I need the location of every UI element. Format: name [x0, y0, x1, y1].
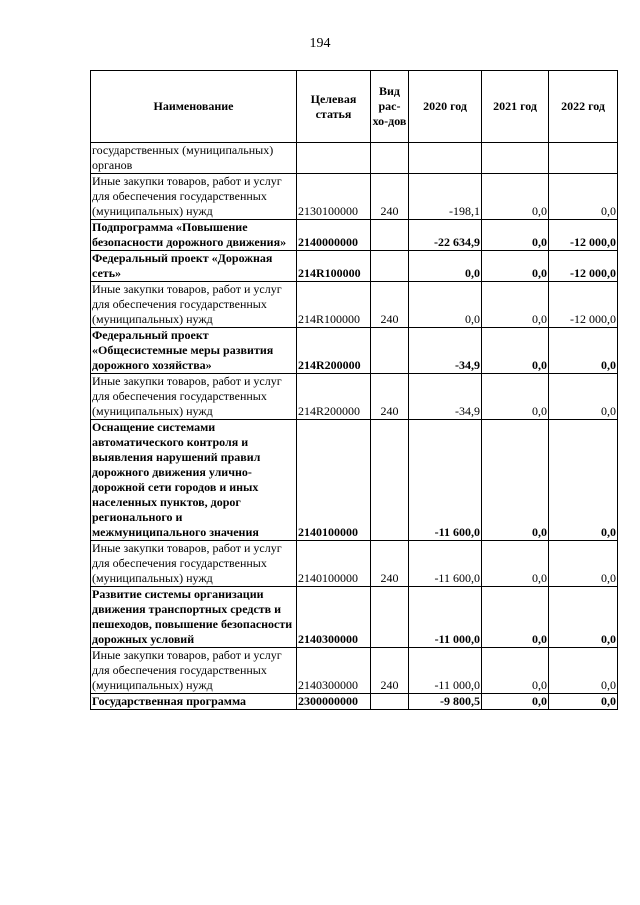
row-type: [371, 328, 409, 374]
table-row: [91, 587, 618, 648]
table-row: [91, 174, 618, 220]
row-2020: -22 634,9: [409, 220, 482, 251]
row-type: [371, 587, 409, 648]
row-code: 2140000000: [297, 220, 371, 251]
row-code: 2140300000: [297, 587, 371, 648]
row-code: 214R100000: [297, 251, 371, 282]
row-2021: 0,0: [482, 648, 549, 694]
row-2022: [549, 143, 618, 174]
header-2021: 2021 год: [482, 71, 549, 143]
row-code: 2300000000: [297, 694, 371, 710]
row-2020: -34,9: [409, 328, 482, 374]
row-type: [371, 694, 409, 710]
row-2021: [482, 143, 549, 174]
row-2020: 0,0: [409, 251, 482, 282]
row-2020: 0,0: [409, 282, 482, 328]
row-2022: -12 000,0: [549, 220, 618, 251]
row-name: Иные закупки товаров, работ и услуг для обеспечения государственных (муниципальных) нужд: [91, 174, 297, 220]
row-2021: 0,0: [482, 541, 549, 587]
row-2020: -11 600,0: [409, 541, 482, 587]
row-code: 2140100000: [297, 420, 371, 541]
table-row: [91, 143, 618, 174]
row-type: 240: [371, 282, 409, 328]
row-name: Иные закупки товаров, работ и услуг для обеспечения государственных (муниципальных) нужд: [91, 374, 297, 420]
table-row: [91, 282, 618, 328]
row-code: 214R200000: [297, 328, 371, 374]
row-type: [371, 420, 409, 541]
row-2020: -9 800,5: [409, 694, 482, 710]
row-type: [371, 220, 409, 251]
row-2021: 0,0: [482, 420, 549, 541]
header-name: Наименование: [91, 71, 297, 143]
row-2021: 0,0: [482, 220, 549, 251]
row-name: Иные закупки товаров, работ и услуг для обеспечения государственных (муниципальных) нужд: [91, 541, 297, 587]
row-2022: 0,0: [549, 541, 618, 587]
row-2022: 0,0: [549, 587, 618, 648]
row-name: Иные закупки товаров, работ и услуг для обеспечения государственных (муниципальных) нужд: [91, 648, 297, 694]
row-2022: 0,0: [549, 420, 618, 541]
header-type: Вид рас-хо-дов: [371, 71, 409, 143]
row-2020: -198,1: [409, 174, 482, 220]
row-2022: 0,0: [549, 648, 618, 694]
row-2021: 0,0: [482, 282, 549, 328]
row-code: 214R100000: [297, 282, 371, 328]
row-code: 214R200000: [297, 374, 371, 420]
row-2021: 0,0: [482, 374, 549, 420]
row-type: [371, 251, 409, 282]
row-2022: -12 000,0: [549, 282, 618, 328]
table-header-row: [91, 71, 618, 143]
row-2020: -34,9: [409, 374, 482, 420]
table-body: [91, 143, 618, 710]
table-row: [91, 374, 618, 420]
row-name: государственных (муниципальных) органов: [91, 143, 297, 174]
row-code: 2140100000: [297, 541, 371, 587]
row-2021: 0,0: [482, 328, 549, 374]
table-row: [91, 251, 618, 282]
row-2021: 0,0: [482, 174, 549, 220]
row-type: 240: [371, 174, 409, 220]
row-code: 2130100000: [297, 174, 371, 220]
row-2020: -11 000,0: [409, 587, 482, 648]
row-2022: 0,0: [549, 174, 618, 220]
row-2020: [409, 143, 482, 174]
row-code: 2140300000: [297, 648, 371, 694]
row-2022: 0,0: [549, 374, 618, 420]
header-code: Целевая статья: [297, 71, 371, 143]
row-name: Развитие системы организации движения транспортных средств и пешеходов, повышение безопасности дорожных условий: [91, 587, 297, 648]
row-type: 240: [371, 374, 409, 420]
row-2021: 0,0: [482, 251, 549, 282]
row-2022: 0,0: [549, 328, 618, 374]
row-2021: 0,0: [482, 587, 549, 648]
table-row: [91, 541, 618, 587]
row-2020: -11 600,0: [409, 420, 482, 541]
row-type: 240: [371, 541, 409, 587]
table-row: [91, 648, 618, 694]
header-2020: 2020 год: [409, 71, 482, 143]
row-code: [297, 143, 371, 174]
table-row: [91, 420, 618, 541]
table-row: [91, 220, 618, 251]
row-name: Государственная программа: [91, 694, 297, 710]
row-2022: -12 000,0: [549, 251, 618, 282]
table-row: [91, 328, 618, 374]
row-name: Федеральный проект «Общесистемные меры развития дорожного хозяйства»: [91, 328, 297, 374]
row-2022: 0,0: [549, 694, 618, 710]
page-number: 194: [309, 36, 331, 51]
table-row: [91, 694, 618, 710]
row-name: Иные закупки товаров, работ и услуг для обеспечения государственных (муниципальных) нужд: [91, 282, 297, 328]
budget-table: [90, 70, 618, 710]
row-type: 240: [371, 648, 409, 694]
row-type: [371, 143, 409, 174]
row-2021: 0,0: [482, 694, 549, 710]
row-2020: -11 000,0: [409, 648, 482, 694]
row-name: Оснащение системами автоматического контроля и выявления нарушений правил дорожного движения улично-дорожной сети городов и иных населенных пунктов, дорог регионального и межмуниципального значения: [91, 420, 297, 541]
row-name: Подпрограмма «Повышение безопасности дорожного движения»: [91, 220, 297, 251]
header-2022: 2022 год: [549, 71, 618, 143]
row-name: Федеральный проект «Дорожная сеть»: [91, 251, 297, 282]
